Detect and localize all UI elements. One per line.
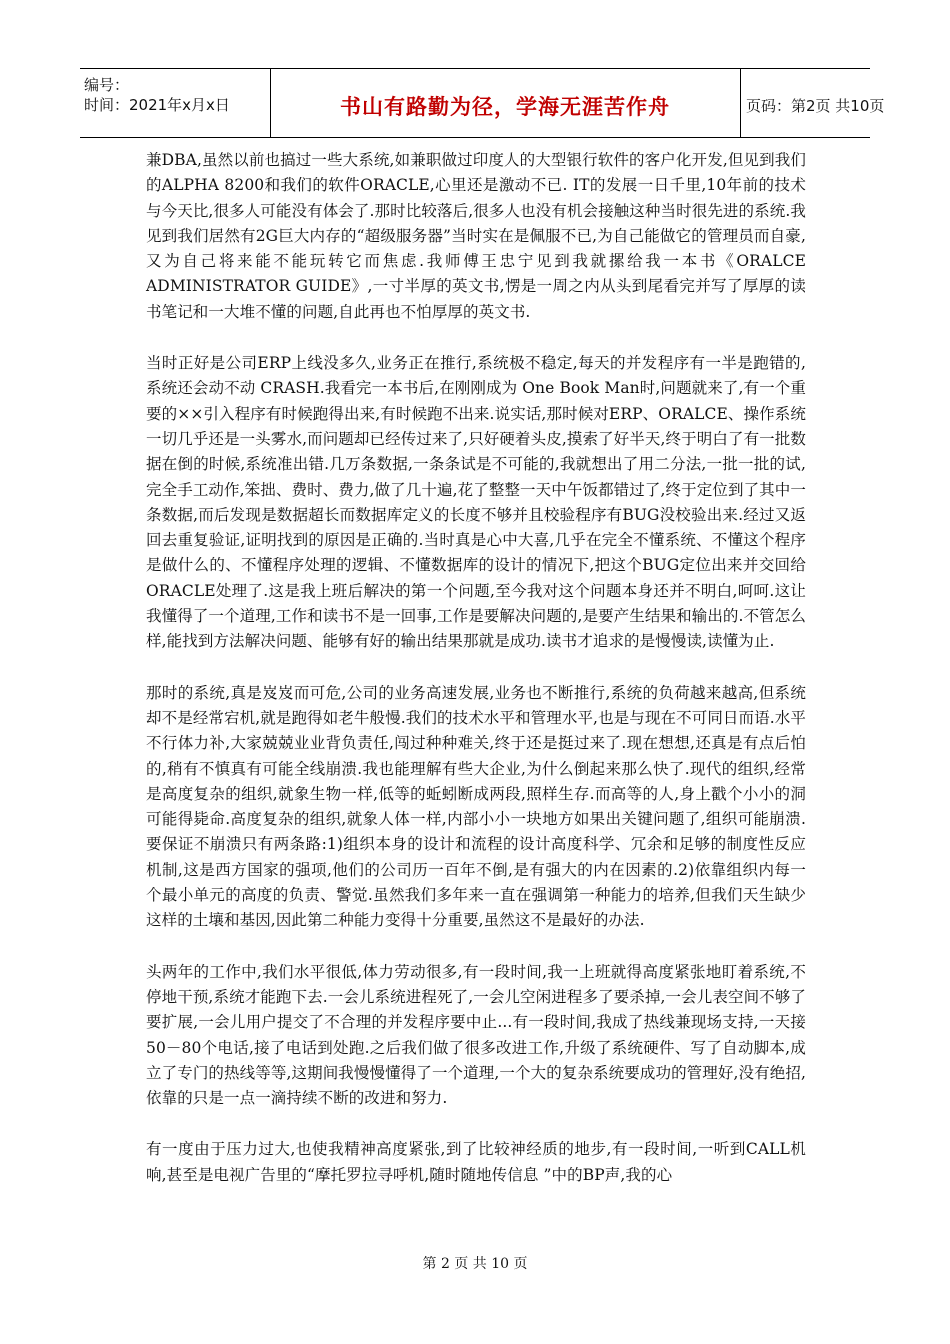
header-page-cell: [740, 69, 885, 137]
header-motto: 书山有路勤为径，学海无涯苦作舟: [340, 95, 670, 119]
paragraph-3: 那时的系统,真是岌岌而可危,公司的业务高速发展,业务也不断推行,系统的负荷越来越高,但系统却不是经常宕机,就是跑得如老牛般慢.我们的技术水平和管理水平,也是与现在不可同日而语.水平不行体力补,大家兢兢业业背负责任,闯过种种难关,终于还是挺过来了.现在想想,还真是有点后怕的,稍有不慎真有可能全线崩溃.我也能理解有些大企业,为什么倒起来那么快了.现代的组织,经常是高度复杂的组织,就象生物一样,低等的蚯蚓断成两段,照样生存.而高等的人,身上戳个小小的洞可能得毙命.高度复杂的组织,就象人体一样,内部小小一块地方如果出关键问题了,组织可能崩溃.要保证不崩溃只有两条路:1)组织本身的设计和流程的设计高度科学、冗余和足够的制度性反应机制,这是西方国家的强项,他们的公司历一百年不倒,是有强大的内在因素的.2)依靠组织内每一个最小单元的高度的负责、警觉.虽然我们多年来一直在强调第一种能力的培养,但我们天生缺少这样的土壤和基因,因此第二种能力变得十分重要,虽然这不是最好的办法.: [146, 683, 806, 930]
paragraph-4: 头两年的工作中,我们水平很低,体力劳动很多,有一段时间,我一上班就得高度紧张地盯着系统,不停地干预,系统才能跑下去.一会儿系统进程死了,一会儿空闲进程多了要杀掉,一会儿表空间不够了要扩展,一会儿用户提交了不合理的并发程序要中止...有一段时间,我成了热线兼现场支持,一天接50－80个电话,接了电话到处跑.之后我们做了很多改进工作,升级了系统硬件、写了自动脚本,成立了专门的热线等等,这期间我慢慢懂得了一个道理,一个大的复杂系统要成功的管理好,没有绝招,依靠的只是一点一滴持续不断的改进和努力.: [146, 962, 806, 1108]
document-date: 时间：2021年x月x日: [84, 96, 230, 114]
header-motto-cell: [270, 69, 741, 137]
paragraph-2: 当时正好是公司ERP上线没多久,业务正在推行,系统极不稳定,每天的并发程序有一半是跑错的,系统还会动不动 CRASH.我看完一本书后,在刚刚成为 One Book Man时,问题就来了,有一个重要的××引入程序有时候跑得出来,有时候跑不出来.说实话,那时候对ERP、ORALCE、操作系统一切几乎还是一头雾水,而问题却已经传过来了,只好硬着头皮,摸索了好半天,终于明白了有一批数据在倒的时候,系统准出错.几万条数据,一条条试是不可能的,我就想出了用二分法,一批一批的试,完全手工动作,笨拙、费时、费力,做了几十遍,花了整整一天中午饭都错过了,终于定位到了其中一条数据,而后发现是数据超长而数据库定义的长度不够并且校验程序有BUG没校验出来.经过又返回去重复验证,证明找到的原因是正确的.当时真是心中大喜,几乎在完全不懂系统、不懂这个程序是做什么的、不懂程序处理的逻辑、不懂数据库的设计的情况下,把这个BUG定位出来并交回给ORACLE处理了.这是我上班后解决的第一个问题,至今我对这个问题本身还并不明白,呵呵.这让我懂得了一个道理,工作和读书不是一回事,工作是要解决问题的,是要产生结果和输出的.不管怎么样,能找到方法解决问题、能够有好的输出结果那就是成功.读书才追求的是慢慢读,读懂为止.: [146, 354, 806, 651]
paragraph-1: 兼DBA,虽然以前也搞过一些大系统,如兼职做过印度人的大型银行软件的客户化开发,但见到我们的ALPHA 8200和我们的软件ORACLE,心里还是激动不已. IT的发展一日千里,10年前的技术与今天比,很多人可能没有体会了.那时比较落后,很多人也没有机会接触这种当时很先进的系统.我见到我们居然有2G巨大内存的“超级服务器”当时实在是佩服不已,为自己能做它的管理员而自豪,又为自己将来能不能玩转它而焦虑.我师傅王忠宁见到我就摞给我一本书《ORALCE ADMINISTRATOR GUIDE》,一寸半厚的英文书,愣是一周之内从头到尾看完并写了厚厚的读书笔记和一大堆不懂的问题,自此再也不怕厚厚的英文书.: [146, 151, 806, 321]
header-page-number: 页码：第2页 共10页: [746, 97, 885, 115]
document-body: [146, 148, 806, 1214]
page-footer: 第 2 页 共 10 页: [422, 1256, 528, 1272]
page-header: [80, 68, 885, 138]
header-info-cell: [80, 69, 271, 137]
paragraph-5: 有一度由于压力过大,也使我精神高度紧张,到了比较神经质的地步,有一段时间,一听到CALL机响,甚至是电视广告里的“摩托罗拉寻呼机,随时随地传信息 ”中的BP声,我的心: [146, 1140, 806, 1184]
document-number-label: 编号：: [84, 76, 130, 94]
